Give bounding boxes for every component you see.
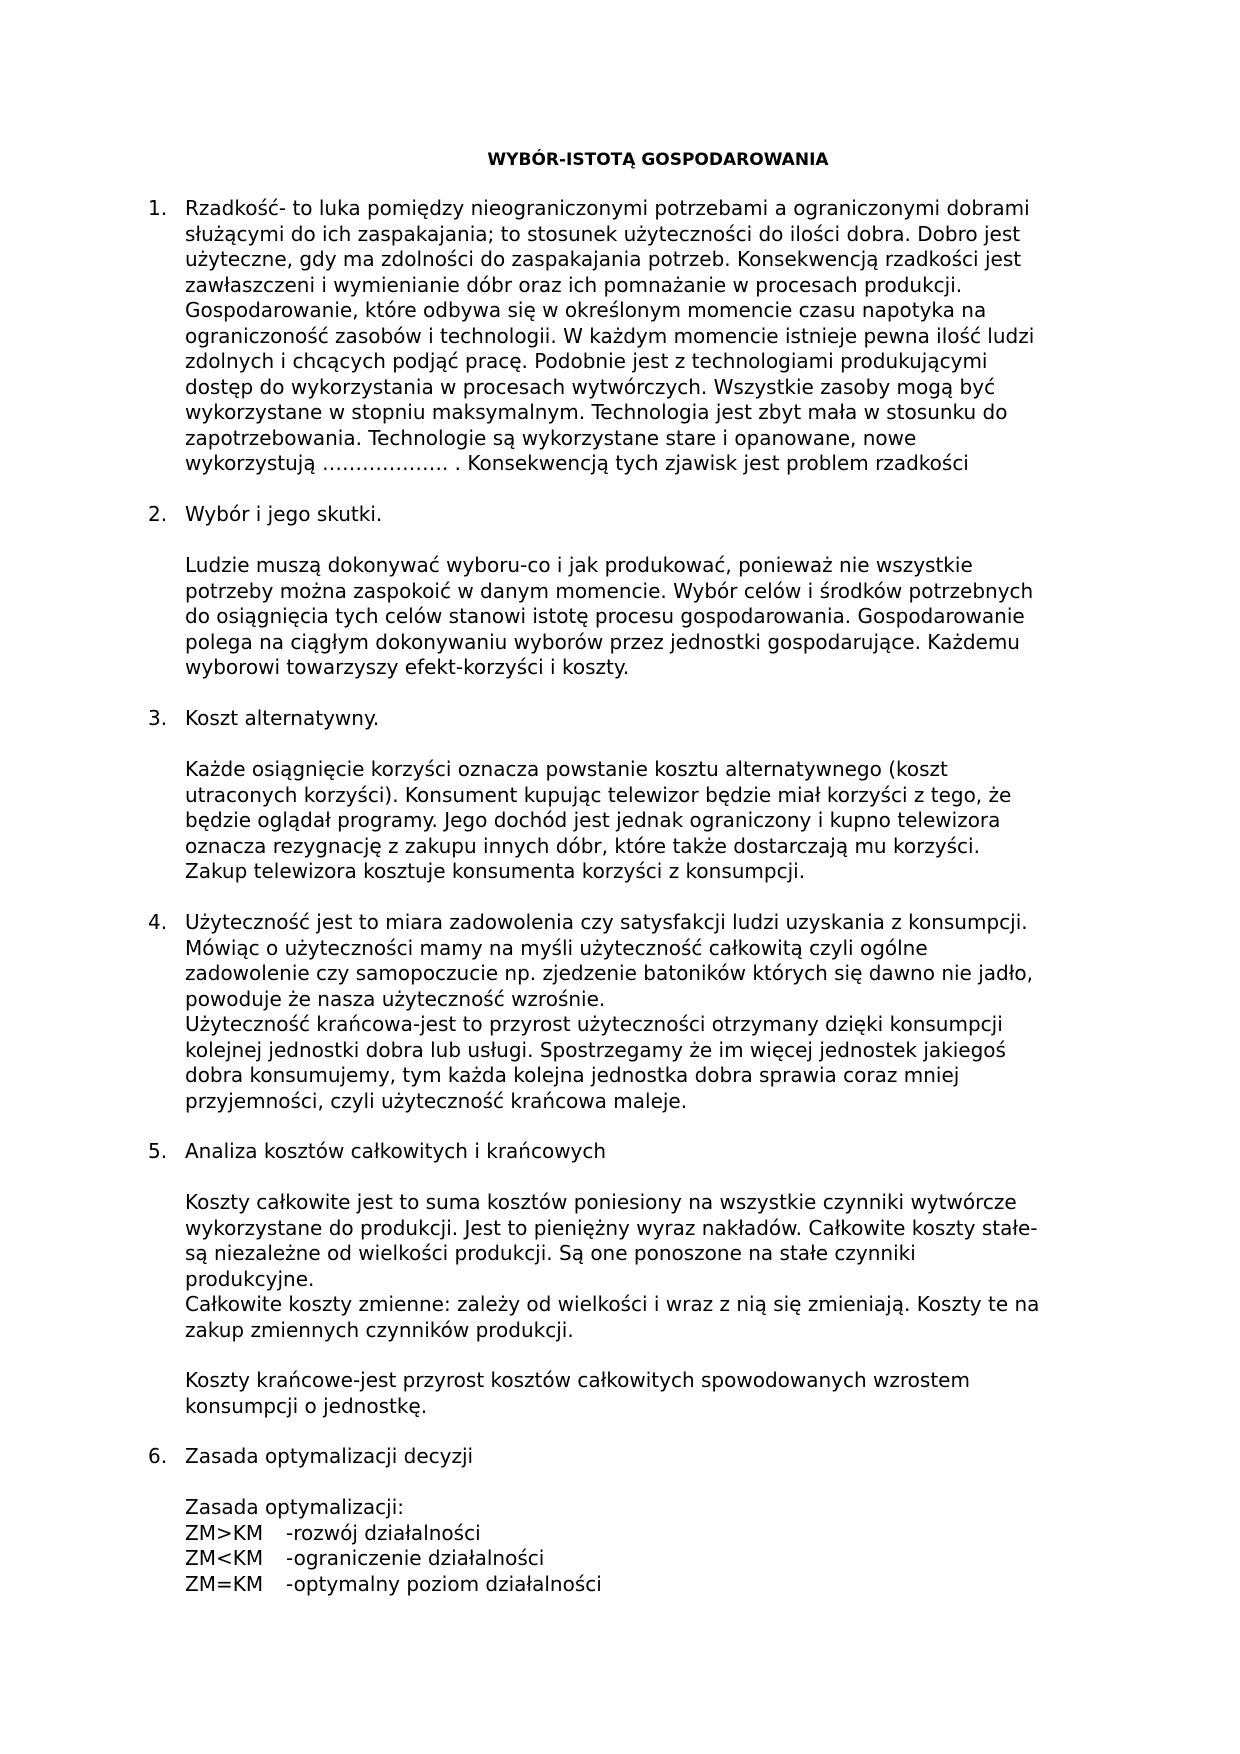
paragraph-line: Koszty krańcowe-jest przyrost kosztów całkowitych spowodowanych wzrostem [185, 1368, 970, 1392]
paragraph-line: oznacza rezygnację z zakupu innych dóbr, które także dostarczają mu korzyści. [185, 833, 980, 858]
paragraph-line: Każde osiągnięcie korzyści oznacza powstanie kosztu alternatywnego (koszt [185, 757, 948, 781]
paragraph-line: przyjemności, czyli użyteczność krańcowa maleje. [185, 1088, 688, 1113]
section-5-body [185, 1190, 1105, 1343]
section-4-number: 4. [148, 910, 168, 934]
rule-row [185, 1546, 1105, 1572]
section-6-body [185, 1495, 1105, 1597]
section-2-body [185, 553, 1105, 681]
paragraph-line: do osiągnięcia tych celów stanowi istotę procesu gospodarowania. Gospodarowanie [185, 604, 1025, 628]
paragraph-line: wykorzystane w stopniu maksymalnym. Technologia jest zbyt mała w stosunku do [185, 400, 1008, 424]
paragraph-line: Mówiąc o użyteczności mamy na myśli użyteczność całkowitą czyli ogólne [185, 935, 928, 960]
document-title: WYBÓR-ISTOTĄ GOSPODAROWANIA [487, 150, 829, 170]
paragraph-line: służącymi do ich zaspakajania; to stosunek użyteczności do ilości dobra. Dobro jest [185, 221, 1021, 246]
section-5-heading: Analiza kosztów całkowitych i krańcowych [185, 1139, 607, 1163]
paragraph-line: Użyteczność krańcowa-jest to przyrost użyteczności otrzymany dzięki konsumpcji [185, 1012, 1003, 1036]
paragraph-line: zdolnych i chcących podjąć pracę. Podobnie jest z technologiami produkującymi [185, 349, 988, 373]
paragraph-line: polega na ciągłym dokonywaniu wyborów przez jednostki gospodarujące. Każdemu [185, 629, 1020, 654]
section-5-body-2 [185, 1368, 1105, 1419]
paragraph-line: konsumpcji o jednostkę. [185, 1393, 428, 1418]
section-3-heading: Koszt alternatywny. [185, 706, 380, 730]
rule-row [185, 1521, 1105, 1547]
rule-intro: Zasada optymalizacji: [185, 1495, 405, 1519]
paragraph-line: Rzadkość- to luka pomiędzy nieograniczonymi potrzebami a ograniczonymi dobrami [185, 196, 1030, 220]
section-3-body [185, 757, 1105, 885]
section-4-body [185, 910, 1105, 1114]
section-5-number: 5. [148, 1139, 168, 1163]
paragraph-line: potrzeby można zaspokoić w danym momencie. Wybór celów i środków potrzebnych [185, 578, 1034, 603]
rule-result: -rozwój działalności [286, 1520, 481, 1545]
paragraph-line: dostęp do wykorzystania w procesach wytwórczych. Wszystkie zasoby mogą być [185, 374, 996, 399]
paragraph-line: Koszty całkowite jest to suma kosztów poniesiony na wszystkie czynniki wytwórcze [185, 1190, 1017, 1214]
paragraph-line: utraconych korzyści). Konsument kupując telewizor będzie miał korzyści z tego, że [185, 782, 1012, 807]
rule-condition: ZM>KM [185, 1520, 264, 1545]
section-6-heading: Zasada optymalizacji decyzji [185, 1444, 474, 1468]
paragraph-line: dobra konsumujemy, tym każda kolejna jednostka dobra sprawia coraz mniej [185, 1063, 960, 1087]
section-3-number: 3. [148, 706, 168, 730]
paragraph-line: zakup zmiennych czynników produkcji. [185, 1317, 574, 1342]
paragraph-line: będzie oglądał programy. Jego dochód jest jednak ograniczony i kupno telewizora [185, 808, 1001, 832]
rule-condition: ZM<KM [185, 1546, 264, 1570]
paragraph-line: Całkowite koszty zmienne: zależy od wielkości i wraz z nią się zmieniają. Koszty te na [185, 1292, 1040, 1316]
paragraph-line: zadowolenie czy samopoczucie np. zjedzenie batoników których się dawno nie jadło, [185, 961, 1033, 985]
paragraph-line: Ludzie muszą dokonywać wyboru-co i jak produkować, ponieważ nie wszystkie [185, 553, 973, 577]
section-1-body [185, 196, 1105, 477]
paragraph-line: kolejnej jednostki dobra lub usługi. Spostrzegamy że im więcej jednostek jakiegoś [185, 1037, 1006, 1062]
section-2-heading: Wybór i jego skutki. [185, 502, 383, 526]
paragraph-line: Użyteczność jest to miara zadowolenia czy satysfakcji ludzi uzyskania z konsumpcji. [185, 910, 1028, 934]
rule-result: -optymalny poziom działalności [286, 1571, 602, 1596]
paragraph-line: powoduje że nasza użyteczność wzrośnie. [185, 986, 606, 1011]
paragraph-line: zapotrzebowania. Technologie są wykorzystane stare i opanowane, nowe [185, 425, 917, 450]
paragraph-line: są niezależne od wielkości produkcji. Są one ponoszone na stałe czynniki [185, 1241, 916, 1265]
paragraph-line: wyborowi towarzyszy efekt-korzyści i koszty. [185, 655, 630, 679]
rule-result: -ograniczenie działalności [286, 1546, 545, 1570]
paragraph-line: produkcyjne. [185, 1266, 315, 1291]
section-1-number: 1. [148, 196, 168, 220]
rule-row [185, 1572, 1105, 1598]
paragraph-line: Gospodarowanie, które odbywa się w określonym momencie czasu napotyka na [185, 298, 987, 322]
paragraph-line: wykorzystują ………………. . Konsekwencją tych zjawisk jest problem rzadkości [185, 451, 969, 475]
paragraph-line: użyteczne, gdy ma zdolności do zaspakajania potrzeb. Konsekwencją rzadkości jest [185, 247, 1022, 271]
paragraph-line: ograniczoność zasobów i technologii. W każdym momencie istnieje pewna ilość ludzi [185, 323, 1035, 348]
paragraph-line: wykorzystane do produkcji. Jest to pieniężny wyraz nakładów. Całkowite koszty stałe- [185, 1215, 1038, 1240]
paragraph-line: Zakup telewizora kosztuje konsumenta korzyści z konsumpcji. [185, 859, 806, 883]
section-2-number: 2. [148, 502, 168, 526]
section-6-number: 6. [148, 1444, 168, 1468]
paragraph-line: zawłaszczeni i wymienianie dóbr oraz ich pomnażanie w procesach produkcji. [185, 272, 963, 297]
rule-condition: ZM=KM [185, 1571, 264, 1596]
